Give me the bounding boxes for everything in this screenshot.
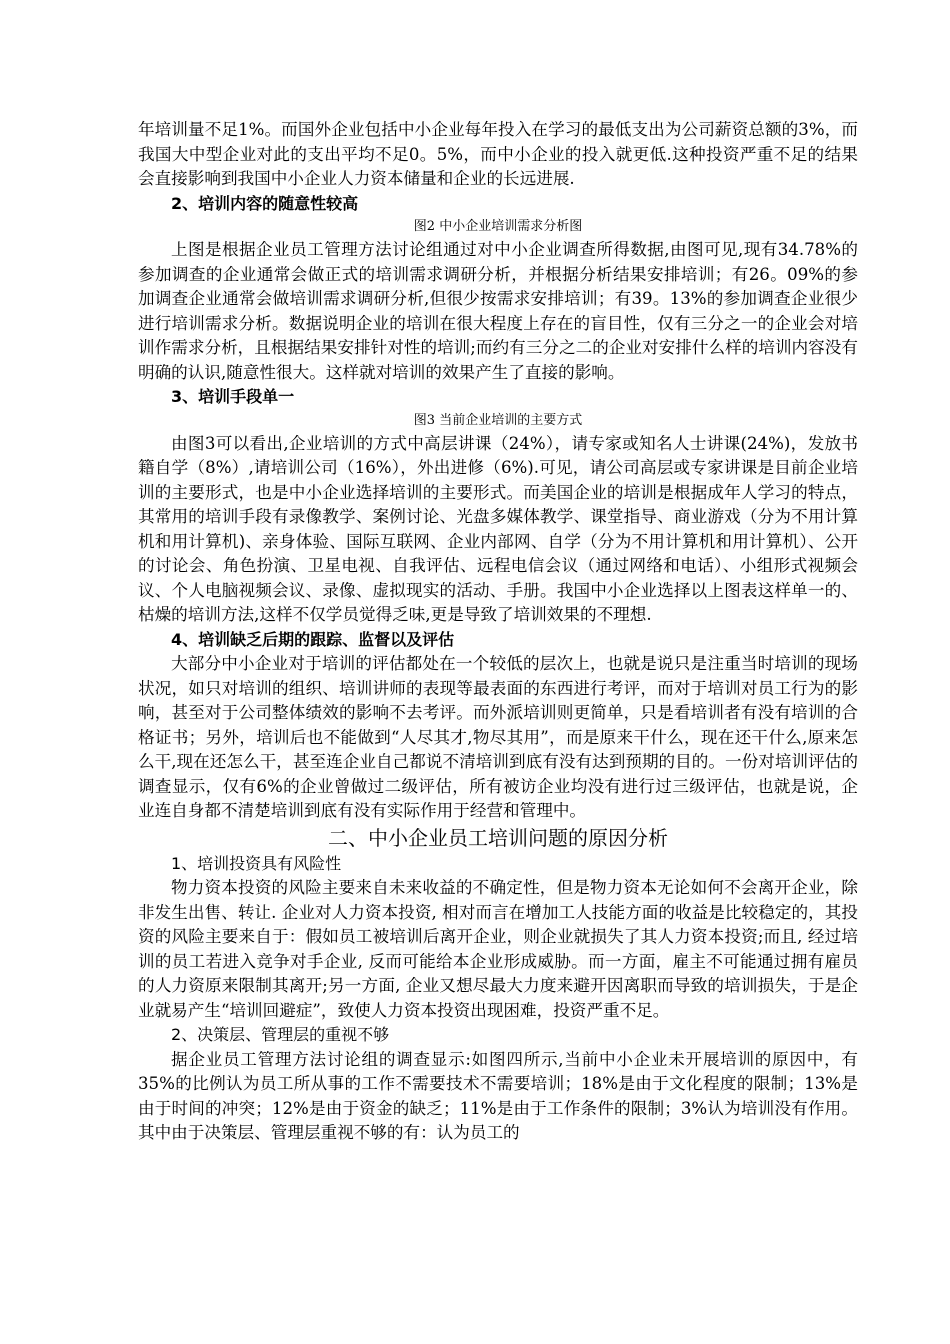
decision-layer-paragraph: 据企业员工管理方法讨论组的调查显示:如图四所示,当前中小企业未开展培训的原因中，有35%的比例认为员工所从事的工作不需要技术不需要培训；18%是由于文化程度的限制；13%是由于时间的冲突；12%是由于资金的缺乏；11%是由于工作条件的限制；3%认为培训没有作用。其中由于决策层、管理层重视不够的有：认为员工的 xyxy=(138,1049,858,1142)
document-page xyxy=(138,118,858,1146)
section-2-title: 二、中小企业员工培训问题的原因分析 xyxy=(328,825,668,850)
heading-random-content: 2、培训内容的随意性较高 xyxy=(171,193,359,213)
heading-investment-risk: 1、培训投资具有风险性 xyxy=(171,853,342,873)
intro-paragraph: 年培训量不足1%。而国外企业包括中小企业每年投入在学习的最低支出为公司薪资总额的3%，而我国大中型企业对此的支出平均不足0。5%，而中小企业的投入就更低.这种投资严重不足的结果会直接影响到我国中小企业人力资本储量和企业的长远进展. xyxy=(138,120,858,188)
heading-followup: 4、培训缺乏后期的跟踪、监督以及评估 xyxy=(171,629,455,649)
figure-2-paragraph: 上图是根据企业员工管理方法讨论组通过对中小企业调查所得数据,由图可见,现有34.78%的参加调查的企业通常会做正式的培训需求调研分析，并根据分析结果安排培训；有26。09%的参加调查企业通常会做培训需求调研分析,但很少按需求安排培训；有39。13%的参加调查企业很少进行培训需求分析。数据说明企业的培训在很大程度上存在的盲目性，仅有三分之一的企业会对培训作需求分析，且根据结果安排针对性的培训;而约有三分之二的企业对安排什么样的培训内容没有明确的认识,随意性很大。这样就对培训的效果产生了直接的影响。 xyxy=(138,240,858,382)
heading-single-method: 3、培训手段单一 xyxy=(171,387,295,406)
figure-3-paragraph: 由图3可以看出,企业培训的方式中高层讲课（24%），请专家或知名人士讲课(24%)，发放书籍自学（8%）,请培训公司（16%），外出进修（6%).可见，请公司高层或专家讲课是目前企业培训的主要形式，也是中小企业选择培训的主要形式。而美国企业的培训是根据成年人学习的特点，其常用的培训手段有录像教学、案例讨论、光盘多媒体教学、课堂指导、商业游戏（分为不用计算机和用计算机)、亲身体验、国际互联网、企业内部网、自学（分为不用计算机和用计算机）、公开的讨论会、角色扮演、卫星电视、自我评估、远程电信会议（通过网络和电话）、小组形式视频会议、个人电脑视频会议、录像、虚拟现实的活动、手册。我国中小企业选择以上图表这样单一的、枯燥的培训方法,这样不仅学员觉得乏味,更是导致了培训效果的不理想. xyxy=(138,433,858,624)
figure-3-caption: 图3 当前企业培训的主要方式 xyxy=(413,412,583,428)
investment-risk-paragraph: 物力资本投资的风险主要来自未来收益的不确定性，但是物力资本无论如何不会离开企业，除非发生出售、转让. 企业对人力资本投资, 相对而言在增加工人技能方面的收益是比较稳定的，其投资的风险主要来自于：假如员工被培训后离开企业，则企业就损失了其人力资本投资;而且, 经过培训的员工若进入竞争对手企业, 反而可能给本企业形成威胁。而一方面，雇主不可能通过拥有雇员的人力资原来限制其离开;另一方面, 企业又想尽最大力度来避开因离职而导致的培训损失，于是企业就易产生“培训回避症”，致使人力资本投资出现困难，投资严重不足。 xyxy=(138,878,858,1020)
figure-2-caption: 图2 中小企业培训需求分析图 xyxy=(413,219,583,234)
heading-decision-layer: 2、决策层、管理层的重视不够 xyxy=(171,1025,390,1044)
followup-paragraph: 大部分中小企业对于培训的评估都处在一个较低的层次上，也就是说只是注重当时培训的现场状况，如只对培训的组织、培训讲师的表现等最表面的东西进行考评，而对于培训对员工行为的影响，甚至对于公司整体绩效的影响不去考评。而外派培训则更简单，只是看培训者有没有培训的合格证书；另外，培训后也不能做到“人尽其才,物尽其用”，而是原来干什么，现在还干什么,原来怎么干,现在还怎么干，甚至连企业自己都说不清培训到底有没有达到预期的目的。一份对培训评估的调查显示，仅有6%的企业曾做过二级评估，所有被访企业均没有进行过三级评估，也就是说，企业连自身都不清楚培训到底有没有实际作用于经营和管理中。 xyxy=(138,654,858,820)
